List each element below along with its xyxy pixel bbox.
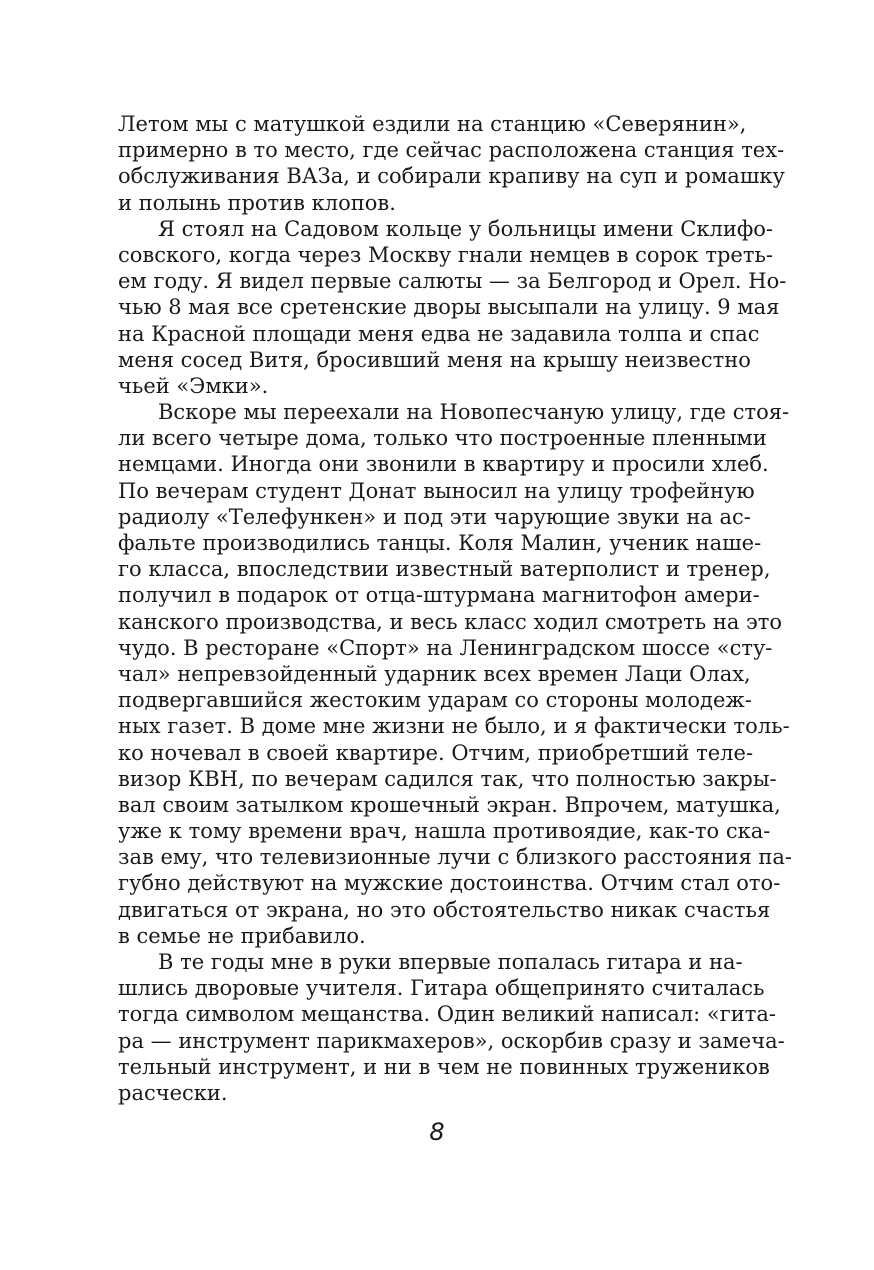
text-line: губно действуют на мужские достоинства. Отчим стал ото-: [118, 871, 781, 896]
text-line: получил в подарок от отца-штурмана магнитофон амери-: [118, 583, 760, 608]
text-line: немцами. Иногда они звонили в квартиру и просили хлеб.: [118, 452, 769, 477]
page-body-text: [118, 111, 793, 1106]
text-line: в семье не прибавило.: [118, 923, 366, 948]
text-line: тогда символом мещанства. Один великий написал: «гита-: [118, 1002, 776, 1027]
text-line: чьей «Эмки».: [118, 373, 269, 398]
text-line: совского, когда через Москву гнали немцев в сорок треть-: [118, 242, 773, 267]
text-line: ли всего четыре дома, только что построенные пленными: [118, 426, 767, 451]
text-line: Летом мы с матушкой ездили на станцию «Северянин»,: [118, 112, 747, 136]
text-line: на Красной площади меня едва не задавила толпа и спас: [118, 321, 760, 346]
text-line: ных газет. В доме мне жизни не было, и я фактически толь-: [118, 714, 790, 739]
text-line: и полынь против клопов.: [118, 190, 396, 215]
text-line: го класса, впоследствии известный ватерполист и тренер,: [118, 557, 771, 582]
text-line: ра — инструмент парикмахеров», оскорбив сразу и замеча-: [118, 1028, 785, 1053]
text-line: двигаться от экрана, но это обстоятельство никак счастья: [118, 897, 771, 922]
page-number: 8: [429, 1118, 445, 1146]
text-line: шлись дворовые учителя. Гитара общепринято считалась: [118, 976, 765, 1001]
text-line: канского производства, и весь класс ходил смотреть на это: [118, 609, 783, 634]
text-line: чал» непревзойденный ударник всех времен Лаци Олах,: [118, 661, 751, 686]
text-line: По вечерам студент Донат выносил на улицу трофейную: [118, 478, 755, 503]
text-line: фальте производились танцы. Коля Малин, ученик наше-: [118, 531, 762, 555]
text-line: меня сосед Витя, бросивший меня на крышу неизвестно: [118, 347, 751, 372]
text-line: уже к тому времени врач, нашла противоядие, как-то ска-: [118, 819, 771, 844]
text-line: ко ночевал в своей квартире. Отчим, приобретший теле-: [118, 740, 754, 765]
text-line: Я стоял на Садовом кольце у больницы имени Склифо-: [158, 216, 774, 241]
text-line: В те годы мне в руки впервые попалась гитара и на-: [158, 950, 743, 974]
text-line: ем году. Я видел первые салюты — за Белгород и Орел. Но-: [118, 269, 787, 294]
text-line: зав ему, что телевизионные лучи с близкого расстояния па-: [118, 845, 793, 870]
text-line: подвергавшийся жестоким ударам со стороны молодеж-: [118, 688, 752, 713]
text-line: расчески.: [118, 1080, 228, 1105]
text-line: радиолу «Телефункен» и под эти чарующие звуки на ас-: [118, 504, 751, 529]
text-line: вал своим затылком крошечный экран. Впрочем, матушка,: [118, 792, 781, 817]
text-line: чью 8 мая все сретенские дворы высыпали на улицу. 9 мая: [118, 295, 780, 320]
text-line: тельный инструмент, и ни в чем не повинных тружеников: [118, 1054, 770, 1079]
text-line: примерно в то место, где сейчас расположена станция тех-: [118, 138, 785, 163]
text-line: чудо. В ресторане «Спорт» на Ленинградском шоссе «сту-: [118, 635, 773, 660]
text-line: обслуживания ВАЗа, и собирали крапиву на суп и ромашку: [118, 164, 785, 189]
text-line: Вскоре мы переехали на Новопесчаную улицу, где стоя-: [158, 400, 790, 425]
text-line: визор КВН, по вечерам садился так, что полностью закры-: [118, 766, 777, 791]
